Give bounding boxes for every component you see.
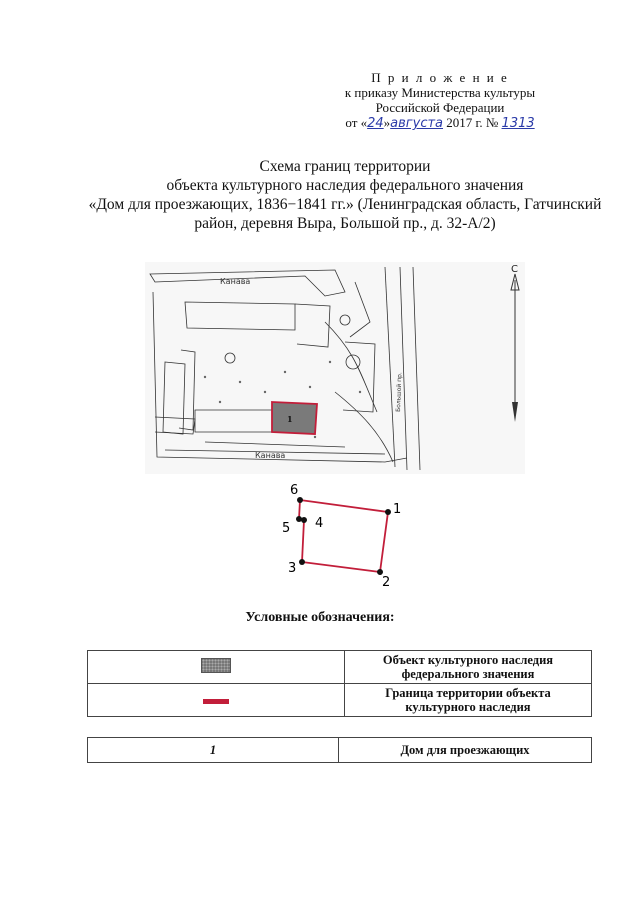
appendix-date-line: [310, 115, 570, 131]
boundary-label-1: 1: [393, 502, 402, 517]
date-prefix: от «: [345, 115, 368, 130]
legend-text-object: Объект культурного наследия федерального значения: [345, 651, 592, 684]
date-month: августа: [390, 116, 444, 131]
legend-symbol-cell: [88, 651, 345, 684]
legend-row-object: [88, 651, 592, 684]
order-number: 1313: [501, 116, 535, 131]
legend-table: [87, 650, 592, 717]
site-plan-map: [145, 262, 525, 474]
legend-heading: Условные обозначения:: [245, 610, 395, 625]
boundary-label-5: 5: [282, 521, 291, 536]
heritage-object-footprint: [272, 402, 317, 434]
legend-row-boundary: [88, 684, 592, 717]
boundary-point-1: [385, 509, 391, 515]
legend-text-boundary: Граница территории объекта культурного наследия: [345, 684, 592, 717]
document-title: [60, 157, 630, 233]
object-number-label: 1: [287, 414, 293, 424]
canal-label-top: Канава: [220, 277, 251, 286]
boundary-point-5: [296, 516, 302, 522]
red-line-icon: [203, 699, 229, 704]
boundary-label-2: 2: [382, 575, 391, 590]
title-line-3: «Дом для проезжающих, 1836−1841 гг.» (Ленинградская область, Гатчинский: [88, 196, 602, 213]
boundary-label-4: 4: [315, 516, 324, 531]
date-mid: »: [383, 115, 391, 130]
north-label: С: [511, 264, 518, 275]
appendix-block: [310, 70, 570, 131]
boundary-label-3: 3: [288, 561, 297, 576]
object-list-name: Дом для проезжающих: [339, 738, 592, 763]
canal-label-bottom: Канава: [255, 451, 286, 460]
boundary-point-3: [299, 559, 305, 565]
legend-symbol-cell: [88, 684, 345, 717]
appendix-ministry: к приказу Министерства культуры: [344, 85, 536, 100]
object-list-row: [88, 738, 592, 763]
date-year: 2017 г. №: [446, 115, 499, 130]
title-line-1: Схема границ территории: [259, 158, 431, 175]
appendix-federation: Российской Федерации: [375, 100, 505, 115]
title-line-4: район, деревня Выра, Большой пр., д. 32-А/2): [194, 215, 496, 232]
boundary-schema: [270, 480, 420, 592]
object-list-table: [87, 737, 592, 763]
hatched-gray-square-icon: [201, 658, 231, 673]
boundary-point-4: [301, 517, 307, 523]
date-day: 24: [367, 116, 384, 131]
title-line-2: объекта культурного наследия федерального значения: [166, 177, 524, 194]
appendix-heading: П р и л о ж е н и е: [371, 70, 509, 85]
object-list-number: 1: [88, 738, 339, 763]
boundary-label-6: 6: [290, 483, 299, 498]
boundary-outline: [299, 500, 388, 572]
road-label: Большой пр.: [395, 372, 404, 413]
